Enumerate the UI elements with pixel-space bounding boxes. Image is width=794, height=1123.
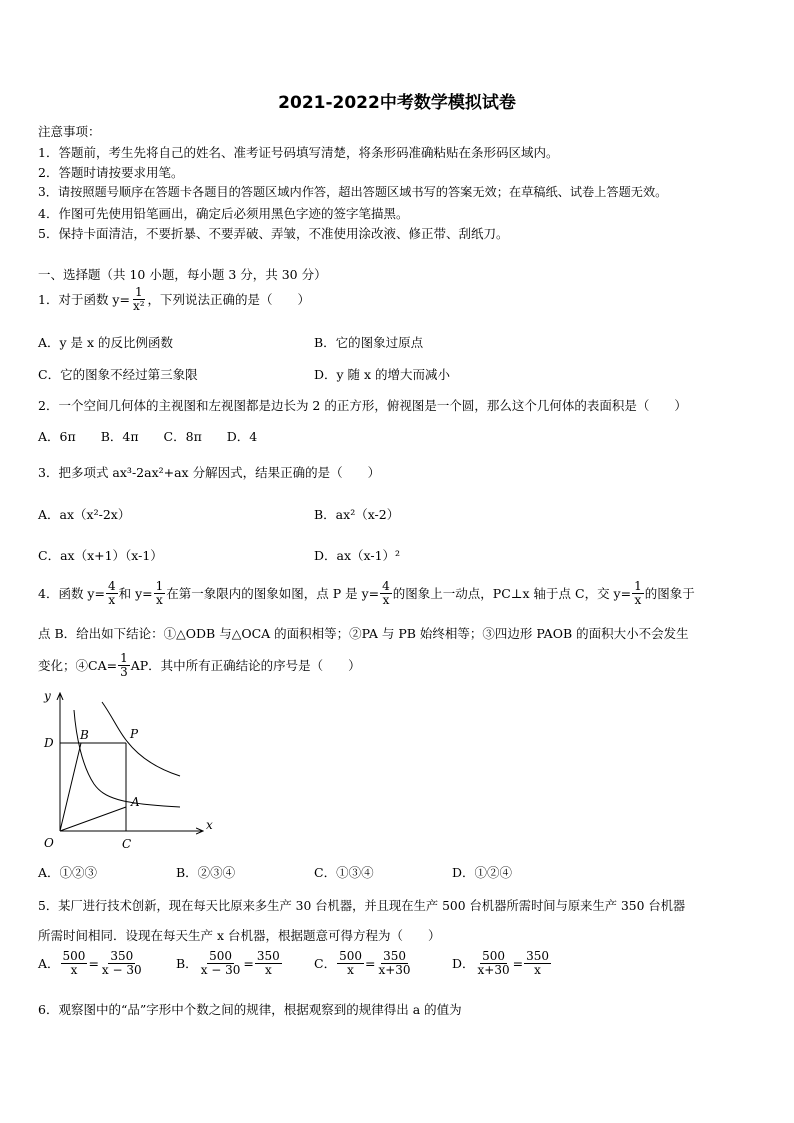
fraction <box>199 950 243 976</box>
q2-options: A．6π B．4π C．8π D．4 <box>38 429 258 444</box>
question-4-line-3 <box>38 652 361 678</box>
fraction-numerator: 1 <box>155 579 164 593</box>
fraction-denominator: x <box>108 592 116 607</box>
fraction-numerator: 500 <box>339 949 362 963</box>
label-A: A <box>131 795 140 809</box>
label-C: C <box>122 837 132 851</box>
equals-sign: = <box>88 955 99 971</box>
q1-option-c: C．它的图象不经过第三象限 <box>38 367 198 382</box>
fraction <box>100 950 144 976</box>
fraction <box>524 950 551 976</box>
question-4-line-2: 点 B．给出如下结论：①△ODB 与△OCA 的面积相等；②PA 与 PB 始终相等；③四边形 PAOB 的面积大小不会发生 <box>38 626 689 641</box>
fraction <box>380 580 392 606</box>
label-O: O <box>44 836 54 850</box>
q4-option-a: A．①②③ <box>38 865 98 880</box>
question-6-stem: 6．观察图中的“品”字形中个数之间的规律，根据观察到的规律得出 a 的值为 <box>38 1002 462 1017</box>
fraction-denominator: x <box>156 592 163 607</box>
q4-figure <box>30 686 220 856</box>
fraction-denominator: x <box>347 962 354 977</box>
fraction-denominator: x <box>534 962 541 977</box>
q5-option-a <box>38 950 145 976</box>
fraction-numerator: 500 <box>62 949 86 963</box>
option-label: C． <box>314 956 337 972</box>
label-B: B <box>80 728 89 742</box>
fraction-numerator: 350 <box>526 949 550 963</box>
fraction <box>118 652 130 678</box>
q4-text: 的图象上一动点，PC⊥x 轴于点 C，交 y= <box>392 586 632 602</box>
fraction-numerator: 1 <box>134 285 143 299</box>
q5-option-c <box>314 950 414 976</box>
question-5-line-1: 5．某厂进行技术创新，现在每天比原来多生产 30 台机器，并且现在生产 500 台机器所需时间与原来生产 350 台机器 <box>38 899 686 913</box>
fraction-numerator: 350 <box>256 949 280 963</box>
fraction-denominator: x+30 <box>477 962 510 977</box>
section-heading: 一、选择题（共 10 小题，每小题 3 分，共 30 分） <box>38 267 327 282</box>
fraction-denominator: x <box>264 962 272 977</box>
equals-sign: = <box>364 955 376 971</box>
fraction-numerator: 4 <box>382 579 390 593</box>
q5-option-b <box>176 950 283 976</box>
q4-text: 变化；④CA= <box>38 658 118 674</box>
fraction <box>337 950 364 976</box>
notice-item: 4．作图可先使用铅笔画出，确定后必须用黑色字迹的签字笔描黑。 <box>38 206 409 221</box>
q1-option-d: D．y 随 x 的增大而减小 <box>314 367 451 382</box>
fraction <box>632 580 644 606</box>
question-1-stem <box>38 286 310 312</box>
q3-option-b: B．ax²（x-2） <box>314 507 400 522</box>
q4-text: 在第一象限内的图象如图，点 P 是 y= <box>166 586 380 602</box>
question-5-line-2: 所需时间相同．设现在每天生产 x 台机器，根据题意可得方程为（ ） <box>38 928 441 943</box>
fraction-numerator: 4 <box>107 579 116 593</box>
fraction-denominator: x <box>634 592 642 607</box>
notice-item: 1．答题前，考生先将自己的姓名、准考证号码填写清楚，将条形码准确粘贴在条形码区域内。 <box>38 145 559 160</box>
q3-option-d: D．ax（x-1）² <box>314 548 401 563</box>
fraction <box>106 580 118 606</box>
q4-option-d: D．①②④ <box>452 865 513 880</box>
fraction-denominator: x² <box>132 298 145 313</box>
fraction <box>255 950 282 976</box>
fraction-numerator: 1 <box>120 651 128 665</box>
notice-item: 3．请按照题号顺序在答题卡各题目的答题区域内作答，超出答题区域书写的答案无效；在草稿纸、试卷上答题无效。 <box>38 185 668 199</box>
q5-option-d <box>452 950 552 976</box>
q4-text: 和 y= <box>118 586 153 602</box>
option-label: D． <box>452 956 475 972</box>
fraction <box>476 950 512 976</box>
q4-option-c: C．①③④ <box>314 865 374 880</box>
fraction <box>131 286 147 312</box>
equals-sign: = <box>512 955 524 971</box>
q4-text: 4．函数 y= <box>38 586 105 602</box>
question-4-line-1 <box>38 580 695 606</box>
equals-sign: = <box>243 955 254 971</box>
fraction <box>154 580 166 606</box>
fraction-numerator: 350 <box>383 949 406 963</box>
fraction-denominator: 3 <box>120 664 128 679</box>
notice-item: 5．保持卡面清洁，不要折暴、不要弄破、弄皱，不准使用涂改液、修正带、刮纸刀。 <box>38 226 509 241</box>
q4-option-b: B．②③④ <box>176 865 236 880</box>
fraction-numerator: 500 <box>482 949 506 963</box>
q3-option-a: A．ax（x²-2x） <box>38 507 131 522</box>
question-3-stem: 3．把多项式 ax³-2ax²+ax 分解因式，结果正确的是（ ） <box>38 465 381 480</box>
label-x: x <box>206 818 213 832</box>
notice-item: 2．答题时请按要求用笔。 <box>38 165 184 180</box>
q1-option-b: B．它的图象过原点 <box>314 335 424 350</box>
notice-heading: 注意事项： <box>38 124 101 139</box>
segment-OB <box>60 743 81 831</box>
option-label: A． <box>38 956 60 972</box>
q4-text: AP．其中所有正确结论的序号是（ ） <box>130 658 361 674</box>
q1-pre: 1．对于函数 y= <box>38 292 130 308</box>
fraction-numerator: 1 <box>634 579 642 593</box>
fraction-denominator: x <box>70 962 78 977</box>
q1-option-a: A．y 是 x 的反比例函数 <box>38 335 174 350</box>
label-D: D <box>44 736 54 750</box>
q3-option-c: C．ax（x+1）（x-1） <box>38 548 163 563</box>
fraction-denominator: x+30 <box>378 962 411 977</box>
fraction <box>61 950 88 976</box>
segment-OA <box>60 807 126 831</box>
label-P: P <box>130 727 139 741</box>
curve-y-4-over-x <box>102 702 180 776</box>
page-title: 2021-2022中考数学模拟试卷 <box>278 93 516 113</box>
fraction <box>376 950 412 976</box>
fraction-numerator: 500 <box>209 949 232 963</box>
label-y: y <box>44 689 51 703</box>
curve-y-1-over-x <box>74 710 180 807</box>
fraction-denominator: x <box>382 592 390 607</box>
fraction-numerator: 350 <box>110 949 134 963</box>
fraction-denominator: x − 30 <box>200 962 241 977</box>
q4-text: 的图象于 <box>644 586 695 602</box>
q1-post: ，下列说法正确的是（ ） <box>147 292 311 308</box>
question-2-stem: 2．一个空间几何体的主视图和左视图都是边长为 2 的正方形，俯视图是一个圆，那么这个几何体的表面积是（ ） <box>38 398 687 413</box>
option-label: B． <box>176 956 198 972</box>
fraction-denominator: x − 30 <box>101 962 142 977</box>
